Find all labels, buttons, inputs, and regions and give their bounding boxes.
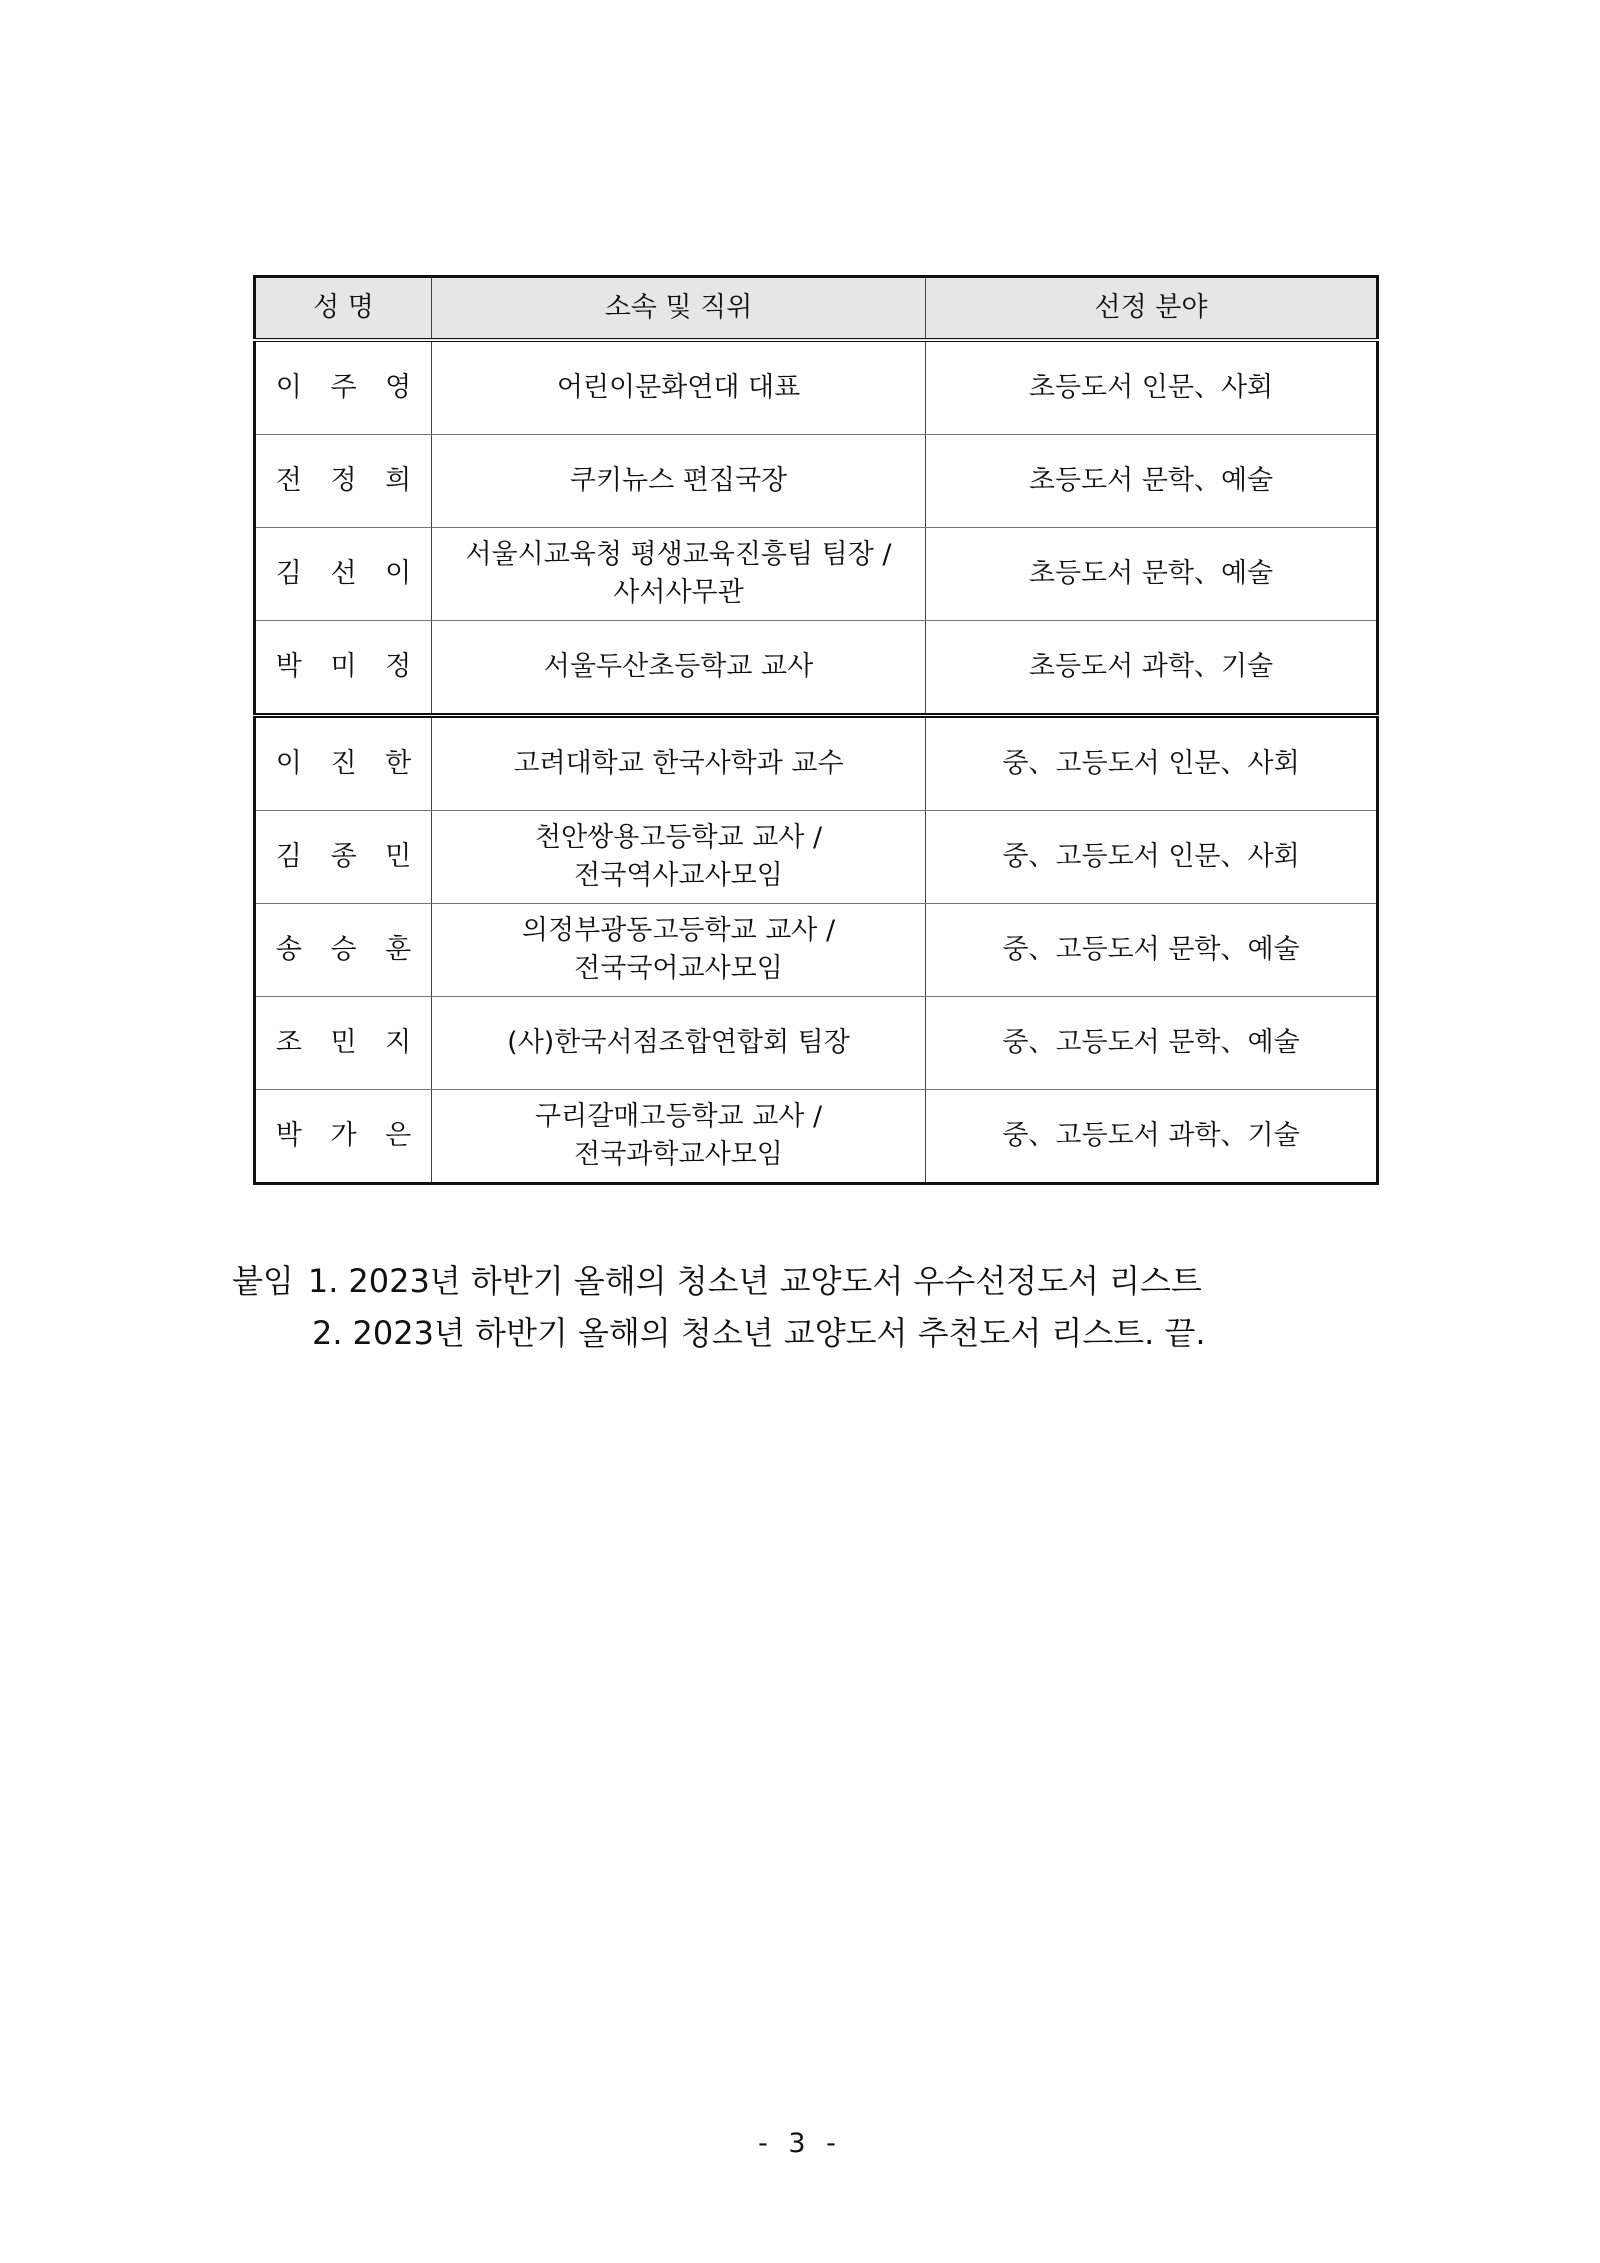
affiliation-line: 서울시교육청 평생교육진흥팀 팀장 / (465, 539, 892, 570)
member-field: 중、고등도서 인문、사회 (926, 716, 1378, 811)
table-row (255, 528, 1378, 621)
affiliation-line: 사서사무관 (613, 577, 744, 608)
header-name: 성 명 (255, 277, 432, 341)
member-affiliation (432, 811, 926, 904)
member-name: 이 주 영 (255, 340, 432, 435)
member-name: 전 정 희 (255, 435, 432, 528)
member-field: 초등도서 문학、예술 (926, 528, 1378, 621)
table-row (255, 435, 1378, 528)
member-field: 중、고등도서 문학、예술 (926, 904, 1378, 997)
table-header-row (255, 277, 1378, 341)
table-row (255, 340, 1378, 435)
header-field: 선정 분야 (926, 277, 1378, 341)
affiliation-line: 고려대학교 한국사학과 교수 (513, 748, 844, 779)
affiliation-line: 천안쌍용고등학교 교사 / (534, 822, 823, 853)
attachment-number: 1. (307, 1262, 339, 1300)
affiliation-line: 전국역사교사모임 (574, 860, 783, 891)
attachment-item (232, 1307, 1206, 1359)
member-field: 중、고등도서 인문、사회 (926, 811, 1378, 904)
member-name: 이 진 한 (255, 716, 432, 811)
header-affiliation: 소속 및 직위 (432, 277, 926, 341)
page-number: - 3 - (758, 2128, 842, 2159)
table-row (255, 1090, 1378, 1184)
member-field: 중、고등도서 문학、예술 (926, 997, 1378, 1090)
table-row (255, 621, 1378, 716)
member-affiliation (432, 621, 926, 716)
affiliation-line: 의정부광동고등학교 교사 / (521, 915, 836, 946)
member-affiliation (432, 340, 926, 435)
member-name: 조 민 지 (255, 997, 432, 1090)
table-row (255, 997, 1378, 1090)
member-affiliation (432, 904, 926, 997)
committee-table (253, 275, 1379, 1185)
affiliation-line: 서울두산초등학교 교사 (543, 651, 814, 682)
member-affiliation (432, 997, 926, 1090)
member-name: 박 가 은 (255, 1090, 432, 1184)
affiliation-line: (사)한국서점조합연합회 팀장 (507, 1027, 850, 1058)
member-name: 박 미 정 (255, 621, 432, 716)
member-affiliation (432, 528, 926, 621)
attachments-section (232, 1255, 1206, 1359)
member-name: 김 선 이 (255, 528, 432, 621)
affiliation-line: 쿠키뉴스 편집국장 (569, 465, 788, 496)
member-affiliation (432, 716, 926, 811)
member-field: 초등도서 인문、사회 (926, 340, 1378, 435)
member-name: 김 종 민 (255, 811, 432, 904)
table-row (255, 811, 1378, 904)
table-row (255, 716, 1378, 811)
affiliation-line: 어린이문화연대 대표 (556, 372, 801, 403)
affiliation-line: 구리갈매고등학교 교사 / (534, 1101, 823, 1132)
member-field: 초등도서 과학、기술 (926, 621, 1378, 716)
member-affiliation (432, 435, 926, 528)
member-name: 송 승 훈 (255, 904, 432, 997)
attachment-item (232, 1255, 1206, 1307)
member-field: 초등도서 문학、예술 (926, 435, 1378, 528)
attachment-text: 2023년 하반기 올해의 청소년 교양도서 추천도서 리스트. 끝. (352, 1314, 1206, 1352)
affiliation-line: 전국국어교사모임 (574, 953, 783, 984)
affiliation-line: 전국과학교사모임 (574, 1139, 783, 1170)
table-row (255, 904, 1378, 997)
attachment-text: 2023년 하반기 올해의 청소년 교양도서 우수선정도서 리스트 (348, 1262, 1202, 1300)
member-field: 중、고등도서 과학、기술 (926, 1090, 1378, 1184)
member-affiliation (432, 1090, 926, 1184)
attachment-number: 2. (312, 1314, 343, 1352)
attachments-label: 붙임 (232, 1262, 294, 1300)
